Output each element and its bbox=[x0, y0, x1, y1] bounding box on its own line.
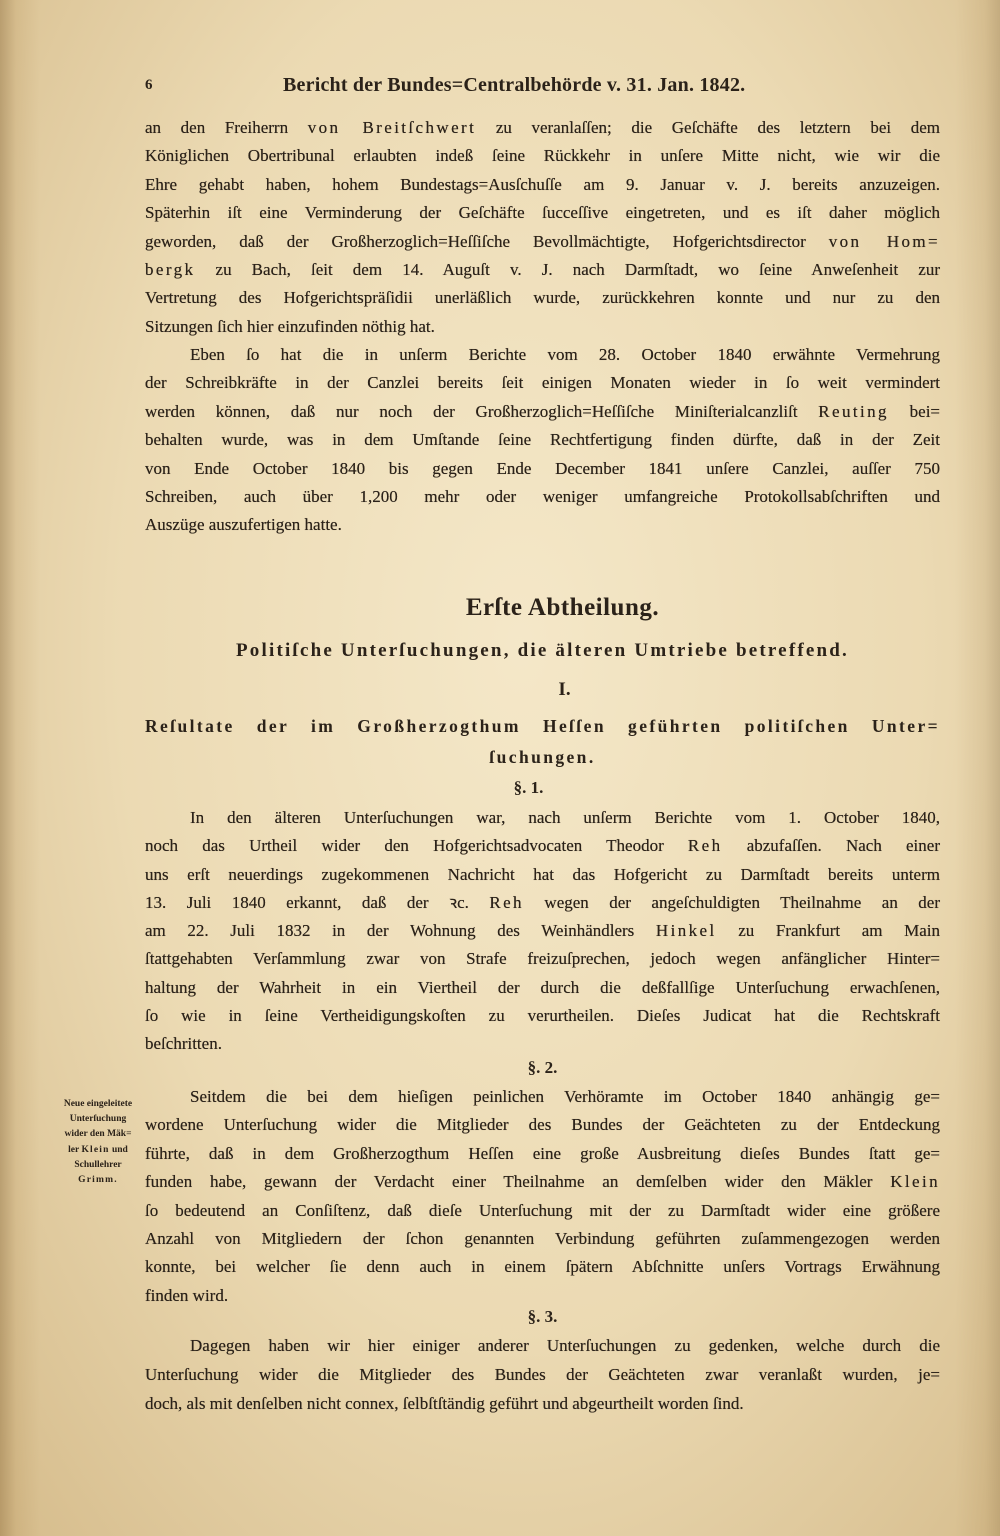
spaced-text-run: von Hom= bbox=[828, 231, 941, 251]
text-run: behalten wurde, was in dem Umſtande ſeine Rechtfertigung finden dürfte, daß in der Zeit bbox=[145, 430, 940, 450]
text-line bbox=[145, 711, 940, 742]
text-run: Sitzungen ſich hier einzufinden nöthig hat. bbox=[145, 316, 435, 336]
section-mark-2: §. 2. bbox=[527, 1058, 558, 1077]
spaced-text-run: von Breitſchwert bbox=[307, 118, 477, 137]
text-line bbox=[145, 974, 940, 1002]
text-run: werden können, daß nur noch der Großherzoglich=Heſſiſche Miniſterialcanzliſt bbox=[145, 401, 819, 421]
text-line bbox=[145, 1111, 940, 1139]
text-run: zu veranlaſſen; die Geſchäfte des letztern bei dem bbox=[476, 118, 940, 137]
section-2-paragraph bbox=[145, 1083, 940, 1310]
margin-note bbox=[50, 1097, 146, 1188]
section-mark-3: §. 3. bbox=[527, 1307, 558, 1326]
spaced-text-run: Reuting bbox=[818, 401, 889, 421]
text-run: wider den Mäk= bbox=[64, 1129, 132, 1140]
text-line bbox=[50, 1097, 146, 1112]
text-line bbox=[145, 1002, 940, 1030]
paragraph-intro-continued bbox=[145, 114, 940, 341]
text-run: konnte, bei welcher ſie denn auch in einem ſpätern Abſchnitte unſers Vortrags Erwähnung bbox=[145, 1257, 940, 1277]
text-run: am 22. Juli 1832 in der Wohnung des Weinhändlers bbox=[145, 921, 656, 941]
spaced-text-run: Klein bbox=[81, 1144, 110, 1155]
text-line bbox=[145, 483, 940, 511]
text-line bbox=[145, 1030, 940, 1058]
text-run: Unterſuchung bbox=[69, 1114, 127, 1125]
text-run: wordene Unterſuchung wider die Mitglieder des Bundes der Geächteten zu der Entdeckung bbox=[145, 1115, 940, 1135]
text-run: abzufaſſen. Nach einer bbox=[722, 836, 940, 856]
text-line bbox=[50, 1173, 146, 1188]
text-run: Seitdem die bei dem hieſigen peinlichen Verhöramte im October 1840 anhängig ge= bbox=[190, 1087, 940, 1106]
text-line bbox=[145, 1197, 940, 1225]
text-run: Königlichen Obertribunal erlaubten indeß ſeine Rückkehr in unſere Mitte nicht, wie wir die bbox=[145, 146, 940, 166]
text-run: finden wird. bbox=[145, 1285, 229, 1305]
text-run: In den älteren Unterſuchungen war, nach unſerm Berichte vom 1. October 1840, bbox=[190, 808, 940, 827]
text-run: funden habe, gewann der Verdacht einer Theilnahme an demſelben wider den Mäkler bbox=[145, 1172, 891, 1192]
text-run: zu Frankfurt am Main bbox=[716, 921, 940, 941]
text-run: uns erſt neuerdings zugekommenen Nachricht hat das Hofgericht zu Darmſtadt bereits unterm bbox=[145, 864, 940, 884]
text-line bbox=[145, 742, 940, 773]
text-run: doch, als mit denſelben nicht connex, ſelbſtſtändig geführt und abgeurtheilt worden ſind. bbox=[145, 1393, 744, 1413]
text-line bbox=[145, 861, 940, 889]
text-line bbox=[145, 284, 940, 312]
text-run: Vertretung des Hofgerichtspräſidii unerläßlich wurde, zurückkehren konnte und nur zu den bbox=[145, 288, 940, 308]
text-line bbox=[145, 511, 940, 539]
text-line bbox=[145, 1332, 940, 1361]
text-line bbox=[145, 341, 940, 369]
text-line bbox=[145, 313, 940, 341]
spaced-text-run: Hinkel bbox=[655, 921, 717, 941]
text-line bbox=[145, 1225, 940, 1253]
text-line bbox=[145, 455, 940, 483]
text-run: der Schreibkräfte in der Canzlei bereits ſeit einigen Monaten wieder in ſo weit vermindert bbox=[145, 373, 940, 393]
spaced-text-run: Reh bbox=[687, 836, 723, 856]
text-line bbox=[145, 917, 940, 945]
text-run: Späterhin iſt eine Verminderung der Geſchäfte ſucceſſive eingetreten, und es iſt daher möglich bbox=[145, 203, 940, 223]
text-run: Ehre gehabt haben, hohem Bundestags=Ausſchuſſe am 9. Januar v. J. bereits anzuzeigen. bbox=[145, 174, 940, 194]
text-run: wegen der angeſchuldigten Theilnahme an der bbox=[523, 892, 940, 912]
text-run: Anzahl von Mitgliedern der ſchon genannten Verbindung geführten zuſammengezogen werden bbox=[145, 1229, 940, 1249]
text-run: ſuchungen. bbox=[489, 747, 596, 767]
text-run: zu Bach, ſeit dem 14. Auguſt v. J. nach Darmſtadt, wo ſeine Anweſenheit zur bbox=[195, 260, 940, 280]
text-run: an den Freiherrn bbox=[145, 118, 308, 137]
text-run: Unterſuchung wider die Mitglieder des Bundes der Geächteten zwar veranlaßt wurden, je= bbox=[145, 1364, 940, 1384]
text-line bbox=[145, 426, 940, 454]
text-line bbox=[145, 398, 940, 426]
text-run: führte, daß in dem Großherzogthum Heſſen eine große Ausbreitung dieſes Bundes ſtatt ge= bbox=[145, 1143, 940, 1163]
text-run: ſtattgehabten Verſammlung zwar von Strafe freizuſprechen, jedoch wegen anfänglicher Hinter= bbox=[145, 949, 940, 969]
text-line bbox=[50, 1143, 146, 1158]
part-heading: Erſte Abtheilung. bbox=[465, 594, 660, 621]
text-line bbox=[145, 142, 940, 170]
text-line bbox=[145, 369, 940, 397]
text-line bbox=[145, 1140, 940, 1168]
text-line bbox=[145, 171, 940, 199]
text-run: ler bbox=[68, 1144, 82, 1155]
part-subheading: Politiſche Unterſuchungen, die älteren Umtriebe betreffend. bbox=[236, 640, 849, 661]
text-line bbox=[145, 945, 940, 973]
text-run: ſo bedeutend an Conſiſtenz, daß dieſe Unterſuchung mit der zu Darmſtadt wider eine größere bbox=[145, 1200, 940, 1220]
section-3-paragraph bbox=[145, 1332, 940, 1418]
text-line bbox=[145, 1168, 940, 1196]
text-line bbox=[50, 1112, 146, 1127]
text-run: bei= bbox=[888, 401, 941, 421]
text-run: Dagegen haben wir hier einiger anderer Unterſuchungen zu gedenken, welche durch die bbox=[190, 1336, 940, 1355]
text-line bbox=[145, 256, 940, 284]
page-number: 6 bbox=[145, 77, 153, 93]
text-run: Eben ſo hat die in unſerm Berichte vom 28. October 1840 erwähnte Vermehrung bbox=[190, 345, 940, 364]
spaced-text-run: Grimm. bbox=[78, 1175, 118, 1186]
running-title: Bericht der Bundes=Centralbehörde v. 31. Jan. 1842. bbox=[283, 74, 746, 96]
spaced-text-run: Reh bbox=[489, 892, 524, 912]
spaced-text-run: Klein bbox=[890, 1172, 940, 1192]
text-run: Neue eingeleitete bbox=[63, 1099, 133, 1109]
spaced-text-run: bergk bbox=[145, 260, 196, 280]
text-run: Auszüge auszufertigen hatte. bbox=[145, 515, 342, 535]
text-run: und bbox=[109, 1144, 128, 1155]
text-run: haltung der Wahrheit in ein Viertheil der durch die deßfallſige Unterſuchung erwachſenen, bbox=[145, 977, 940, 997]
text-run: beſchritten. bbox=[145, 1034, 222, 1054]
text-run: Reſultate der im Großherzogthum Heſſen geführten politiſchen Unter= bbox=[145, 716, 940, 736]
text-run: Schreiben, auch über 1,200 mehr oder weniger umfangreiche Protokollsabſchriften und bbox=[145, 487, 940, 507]
text-line bbox=[145, 1390, 940, 1419]
text-line bbox=[145, 228, 940, 256]
text-line bbox=[145, 1253, 940, 1281]
text-line bbox=[50, 1158, 146, 1173]
text-line bbox=[145, 804, 940, 832]
text-line bbox=[145, 832, 940, 860]
text-line bbox=[145, 1361, 940, 1390]
text-line bbox=[145, 1083, 940, 1111]
text-run: geworden, daß der Großherzoglich=Heſſiſche Bevollmächtigte, Hofgerichtsdirector bbox=[145, 231, 829, 251]
section-mark-1: §. 1. bbox=[513, 778, 544, 797]
text-run: Schullehrer bbox=[74, 1159, 122, 1170]
text-line bbox=[145, 889, 940, 917]
chapter-title bbox=[145, 711, 940, 773]
text-run: 13. Juli 1840 erkannt, daß der ꝛc. bbox=[145, 892, 490, 912]
text-line bbox=[145, 114, 940, 142]
chapter-number: I. bbox=[558, 679, 571, 700]
section-1-paragraph bbox=[145, 804, 940, 1059]
text-run: noch das Urtheil wider den Hofgerichtsadvocaten Theodor bbox=[145, 836, 688, 856]
text-line bbox=[145, 199, 940, 227]
text-run: von Ende October 1840 bis gegen Ende December 1841 unſere Canzlei, auſſer 750 bbox=[145, 458, 940, 478]
paragraph-intro-canzlei bbox=[145, 341, 940, 540]
text-run: ſo wie in ſeine Vertheidigungskoſten zu verurtheilen. Dieſes Judicat hat die Rechtskraft bbox=[145, 1006, 940, 1026]
text-line bbox=[50, 1127, 146, 1142]
